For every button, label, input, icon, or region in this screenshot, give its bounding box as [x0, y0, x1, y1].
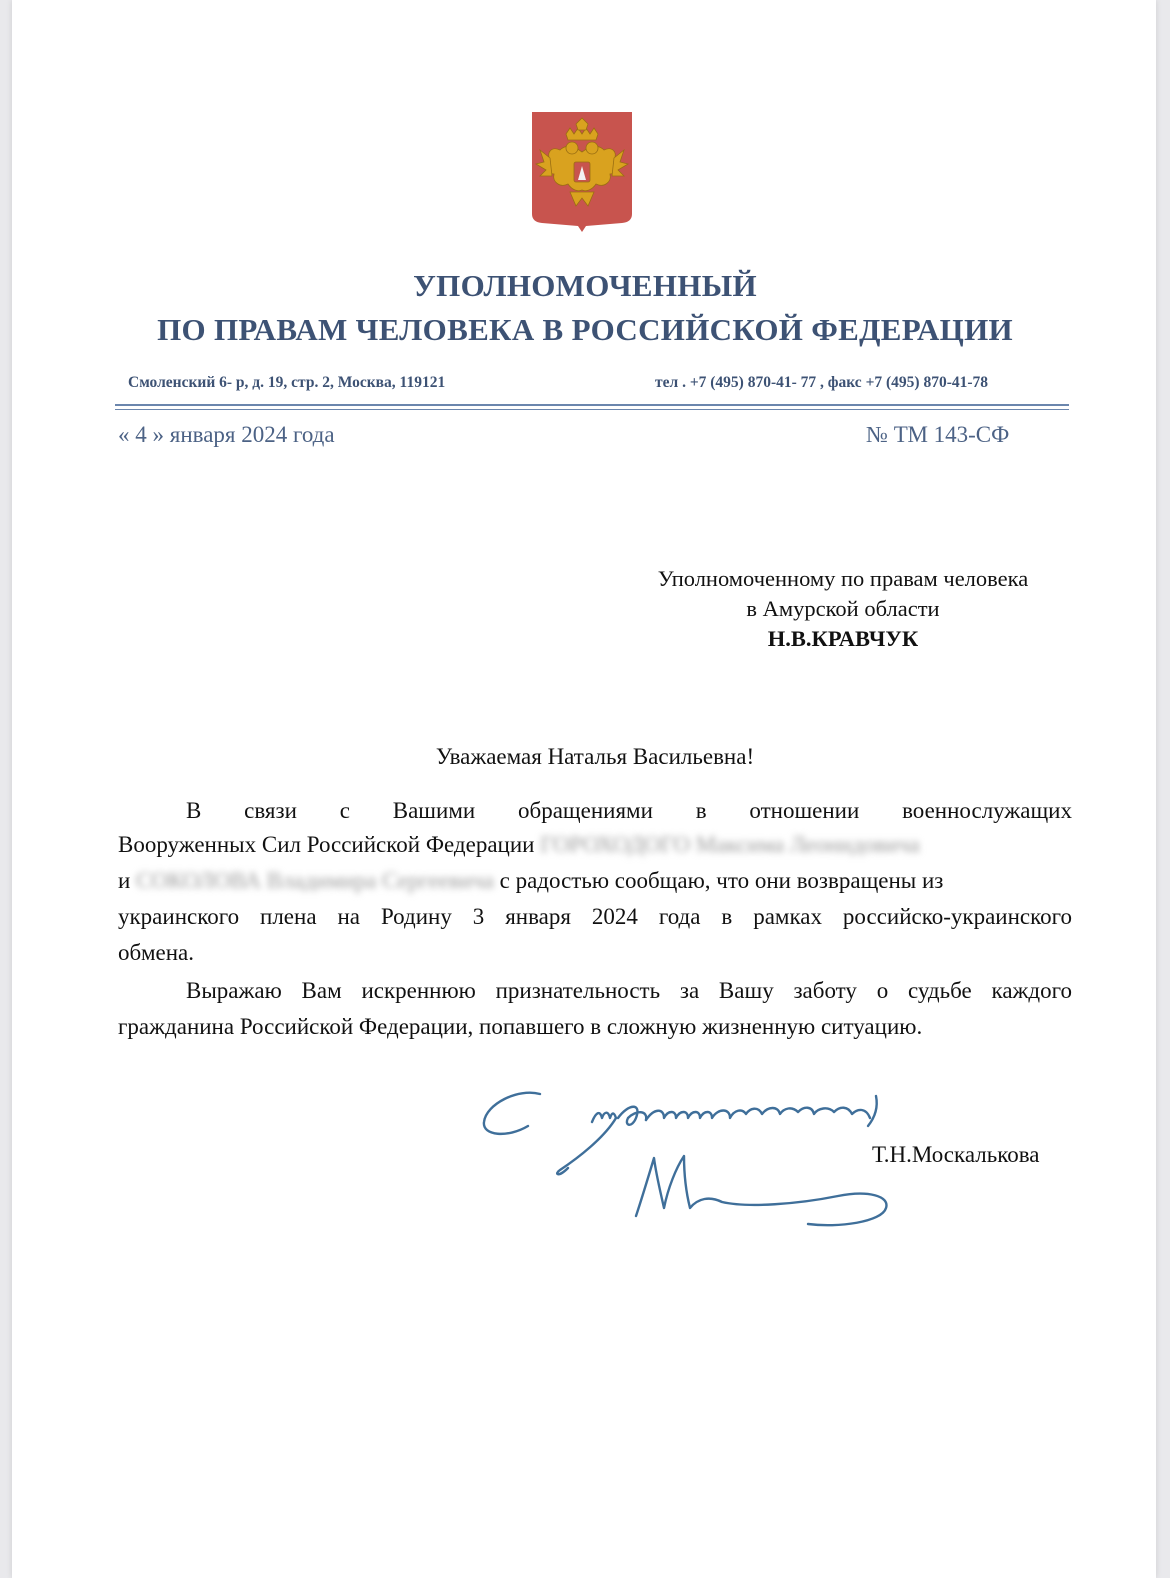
recipient-region: в Амурской области — [746, 596, 940, 621]
org-title-line1: УПОЛНОМОЧЕННЫЙ — [413, 268, 757, 303]
body-line-6: Выражаю Вам искреннюю признательность за Вашу заботу о судьбе каждого — [186, 978, 1072, 1003]
org-title-line2: ПО ПРАВАМ ЧЕЛОВЕКА В РОССИЙСКОЙ ФЕДЕРАЦИИ — [157, 312, 1013, 347]
signer-name: Т.Н.Москалькова — [872, 1142, 1040, 1167]
body-line-5: обмена. — [118, 940, 195, 965]
recipient-title: Уполномоченному по правам человека — [657, 566, 1029, 591]
redacted-name-2: СОКОЛОВА Владимира Сергеевича — [136, 868, 494, 893]
body-line-3-end: с радостью сообщаю, что они возвращены из — [493, 868, 944, 893]
contacts: тел . +7 (495) 870-41- 77 , факс +7 (495) 870-41-78 — [655, 374, 989, 391]
salutation: Уважаемая Наталья Васильевна! — [435, 744, 755, 769]
body-line-7: гражданина Российской Федерации, попавшего в сложную жизненную ситуацию. — [118, 1014, 923, 1039]
letterhead-divider-thick — [115, 404, 1069, 406]
letterhead-divider-thin — [115, 409, 1069, 410]
body-line-3-start: и — [118, 868, 137, 893]
body-line-2-text: Вооруженных Сил Российской Федерации — [118, 832, 541, 857]
letter-number: № ТМ 143-СФ — [866, 422, 1010, 447]
body-line-1: В связи с Вашими обращениями в отношении военнослужащих — [186, 798, 1072, 823]
address: Смоленский 6- р, д. 19, стр. 2, Москва, 119121 — [128, 374, 446, 391]
document-page — [12, 0, 1156, 1578]
redacted-name-1: ГОРОХОДОГО Максима Леонидовича — [540, 832, 920, 857]
recipient-name: Н.В.КРАВЧУК — [767, 626, 919, 651]
coat-of-arms-emblem — [530, 110, 634, 232]
body-line-4: украинского плена на Родину 3 января 2024 года в рамках российско-украинского — [118, 904, 1072, 929]
body-line-2 — [118, 832, 1072, 858]
letter-date: « 4 » января 2024 года — [118, 422, 335, 447]
body-line-3 — [118, 868, 943, 894]
handwritten-signature — [478, 1078, 898, 1238]
